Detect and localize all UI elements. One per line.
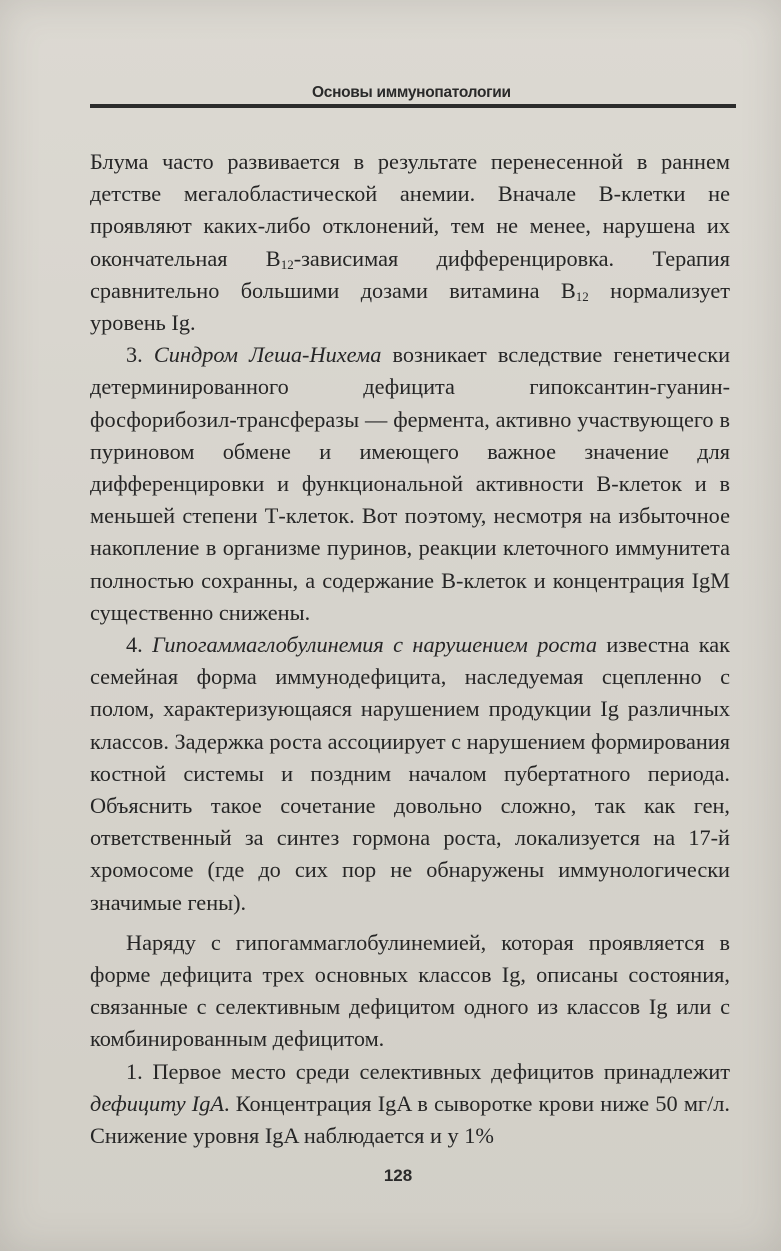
page-number: 128 (383, 1166, 413, 1185)
text-run: возникает вследствие генетически детерминированного дефицита гипоксантин-гуанинфосфорибозил-трансферазы — фермента, активно участвующего в пуриновом обмене и имеющего важное значение для дифференцировки и функциональной активности В-клеток и в меньшей степени Т-клеток. Вот поэтому, несмотря на избыточное накопление в организме пуринов, реакции клеточного иммунитета полностью сохранны, а содержание В-клеток и концентрация IgM существенно снижены. (90, 342, 730, 625)
text-run: Блума часто развивается в результате перенесенной в раннем детстве мегалобластической анемии. Вначале В-клетки не проявляют каких-либо отклонений, тем не менее, нарушена их окончательная В (90, 149, 730, 271)
running-head-title: Основы иммунопатологии (312, 84, 511, 101)
list-number: 4. (126, 632, 153, 658)
paragraph-hypogammaglobulinemia (90, 629, 730, 919)
text-run: известна как семейная форма иммунодефицита, наследуемая сцепленно с полом, характеризующаяся нарушением продукции Ig различных классов. Задержка роста ассоциирует с нарушением формирования костной системы и поздним началом пубертатного периода. Объяснить такое сочетание довольно сложно, так как ген, ответственный за синтез гормона роста, локализуется на 17-й хромосоме (где до сих пор не обнаружены иммунологически значимые гены). (90, 632, 731, 915)
subscript: 12 (280, 256, 294, 272)
paragraph-selective-deficits (90, 927, 730, 1056)
running-head-rule (90, 104, 736, 108)
text-run: 1. Первое место среди селективных дефицитов принадлежит (126, 1058, 730, 1084)
italic-term: дефициту IgA (90, 1090, 224, 1116)
subscript: 12 (575, 288, 589, 304)
paragraph-continuation (90, 146, 730, 339)
italic-term: Синдром Леша-Нихема (153, 342, 382, 368)
text-run: . Концентрация IgA в сыворотке крови ниже 50 мг/л. Снижение уровня IgA наблюдается и у 1% (90, 1090, 730, 1149)
italic-term: Гипогаммаглобулинемия с нарушением роста (152, 632, 597, 658)
paragraph-iga-deficiency (90, 1056, 730, 1153)
text-run: Наряду с гипогаммаглобулинемией, которая проявляется в форме дефицита трех основных классов Ig, описаны состояния, связанные с селективным дефицитом одного из классов Ig или с комбинированным дефицитом. (90, 929, 730, 1052)
body-text (90, 146, 730, 1152)
paragraph-lesch-nyhan (90, 339, 730, 629)
text-run: -зависимая дифференцировка. Терапия сравнительно большими дозами витамина В (90, 245, 730, 303)
list-number: 3. (126, 342, 154, 368)
text-run: нормализует уровень Ig. (90, 277, 730, 336)
running-head (90, 84, 736, 110)
